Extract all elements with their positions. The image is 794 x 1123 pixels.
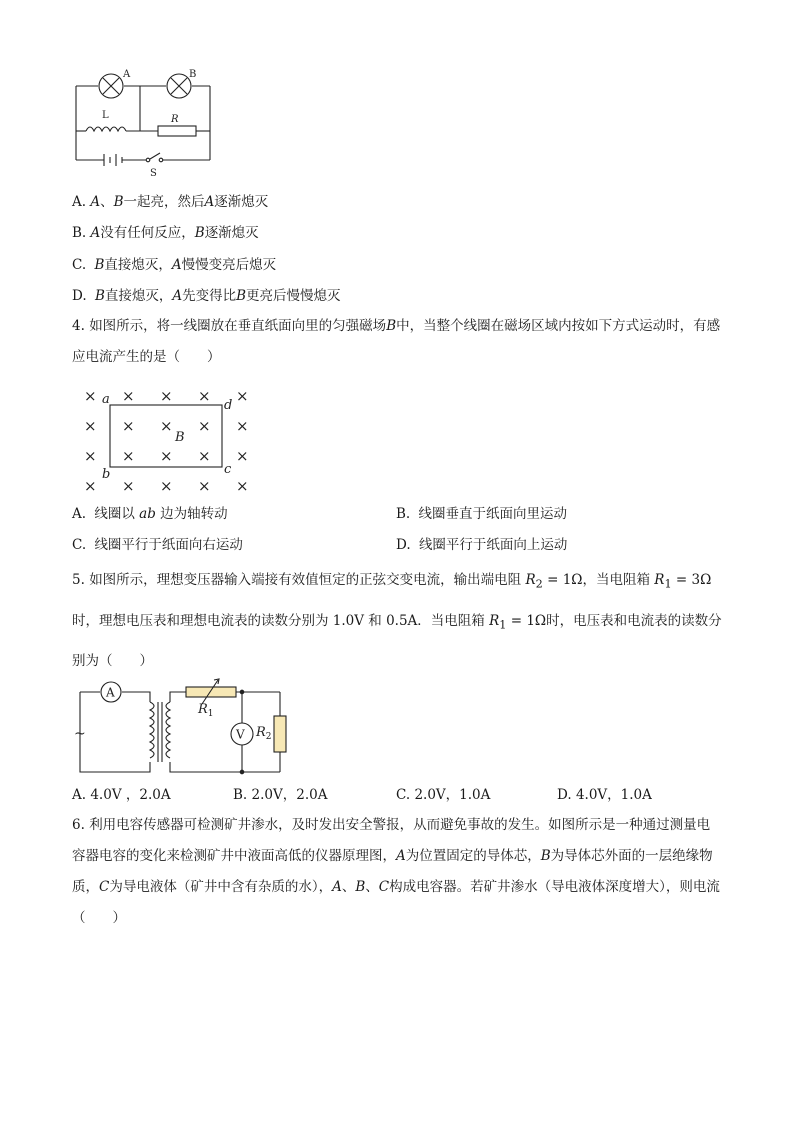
- q3-option-b-text: A没有任何反应，B逐渐熄灭: [90, 225, 259, 241]
- field-cross: ×: [84, 447, 97, 465]
- q4-option-b-text: 线圈垂直于纸面向里运动: [418, 506, 568, 522]
- q4-corner-d: d: [224, 398, 233, 413]
- field-cross: ×: [160, 477, 173, 492]
- q5-option-d-letter: D.: [557, 787, 572, 803]
- q3-option-d-text: B直接熄灭，A先变得比B更亮后慢慢熄灭: [94, 288, 341, 304]
- q5-option-b-text: 2.0V，2.0A: [251, 787, 328, 803]
- field-cross: ×: [236, 417, 249, 435]
- q4-option-b-letter: B.: [396, 506, 411, 522]
- field-cross: ×: [198, 387, 211, 405]
- q4-magnetic-field-diagram: [78, 380, 258, 492]
- field-cross: ×: [122, 447, 135, 465]
- field-cross: ×: [122, 477, 135, 492]
- q3-label-b: B: [189, 69, 197, 80]
- q5-option-b-letter: B.: [233, 787, 248, 803]
- q3-option-d: [72, 287, 341, 305]
- q5-voltmeter-label: V: [236, 727, 245, 742]
- q5-transformer-circuit: [70, 676, 310, 784]
- field-cross: ×: [236, 477, 249, 492]
- q3-option-d-letter: D.: [72, 288, 87, 304]
- field-cross: ×: [236, 387, 249, 405]
- q5-option-d: [557, 786, 652, 804]
- q5-stem: [72, 562, 722, 679]
- field-cross: ×: [198, 447, 211, 465]
- q3-option-a-text: A、B一起亮，然后A逐渐熄灭: [90, 194, 269, 210]
- q4-option-d-text: 线圈平行于纸面向上运动: [418, 537, 568, 553]
- q5-option-b: [233, 786, 327, 804]
- q3-label-a: A: [123, 69, 131, 80]
- q4-option-a-letter: A.: [72, 506, 87, 522]
- q4-option-c-text: 线圈平行于纸面向右运动: [94, 537, 243, 553]
- q4-option-b: [396, 505, 567, 523]
- q3-option-a-letter: A.: [72, 194, 87, 210]
- q6-stem: [72, 810, 722, 934]
- q3-option-c: [72, 256, 276, 274]
- q5-option-c: [396, 786, 490, 804]
- q3-option-b: [72, 224, 259, 242]
- q3-label-l: L: [102, 110, 109, 121]
- q5-option-d-text: 4.0V，1.0A: [575, 787, 652, 803]
- q4-number: 4.: [72, 318, 85, 334]
- field-cross: ×: [198, 417, 211, 435]
- field-cross: ×: [160, 417, 173, 435]
- field-cross: ×: [198, 477, 211, 492]
- field-cross: ×: [84, 387, 97, 405]
- field-cross: ×: [84, 417, 97, 435]
- q4-option-c: [72, 536, 243, 554]
- q4-corner-b: b: [102, 467, 111, 482]
- q6-number: 6.: [72, 817, 85, 833]
- q5-source-symbol: ~: [74, 726, 86, 742]
- q5-r2-label: $R_2$: [256, 725, 272, 742]
- q3-label-r: R: [171, 114, 179, 125]
- q3-option-b-letter: B.: [72, 225, 87, 241]
- field-cross: ×: [122, 417, 135, 435]
- q4-option-d: [396, 536, 567, 554]
- q3-label-s: S: [150, 168, 157, 179]
- q5-stem-text: 如图所示，理想变压器输入端接有效值恒定的正弦交变电流，输出端电阻 $R_2 = 1\Omega$，当电阻箱 $R_1 = 3\Omega$ 时，理想电压表和理想电流表的读数分别为 1.0V 和 0.5A．当电阻箱 $R_1 = 1\Omega$时，电压表和电流表的读数分别为（ ）: [72, 572, 722, 670]
- field-cross: ×: [84, 477, 97, 492]
- q5-option-a-letter: A.: [72, 787, 87, 803]
- q5-number: 5.: [72, 572, 85, 588]
- field-cross: ×: [236, 447, 249, 465]
- field-cross: ×: [160, 387, 173, 405]
- q4-field-label: B: [175, 430, 185, 445]
- q5-r1-label: $R_1$: [198, 702, 214, 719]
- q5-option-c-letter: C.: [396, 787, 411, 803]
- q3-option-c-letter: C.: [72, 257, 87, 273]
- q3-option-c-text: B直接熄灭，A慢慢变亮后熄灭: [94, 257, 277, 273]
- q4-option-a: [72, 505, 228, 523]
- q4-stem: [72, 311, 722, 373]
- field-cross: ×: [160, 447, 173, 465]
- q4-corner-a: a: [102, 392, 110, 407]
- q3-circuit-diagram: [68, 62, 218, 182]
- q6-stem-text: 利用电容传感器可检测矿井渗水，及时发出安全警报，从而避免事故的发生。如图所示是一种通过测量电容器电容的变化来检测矿井中液面高低的仪器原理图，A为位置固定的导体芯，B为导体芯外面的一层绝缘物质，C为导电液体（矿井中含有杂质的水），A、B、C构成电容器。若矿井渗水（导电液体深度增大），则电流（ ）: [72, 817, 720, 926]
- q4-option-c-letter: C.: [72, 537, 87, 553]
- field-cross: ×: [122, 387, 135, 405]
- q5-option-a-text: 4.0V ，2.0A: [90, 787, 171, 803]
- q3-option-a: [72, 193, 268, 211]
- q5-option-c-text: 2.0V，1.0A: [414, 787, 491, 803]
- q4-corner-c: c: [224, 462, 232, 477]
- q4-stem-text: 如图所示，将一线圈放在垂直纸面向里的匀强磁场B中，当整个线圈在磁场区域内按如下方式运动时，有感应电流产生的是（ ）: [72, 318, 721, 365]
- q4-option-a-text: 线圈以 ab 边为轴转动: [94, 506, 228, 522]
- q5-ammeter-label: A: [106, 685, 115, 700]
- q4-option-d-letter: D.: [396, 537, 411, 553]
- q5-option-a: [72, 786, 171, 804]
